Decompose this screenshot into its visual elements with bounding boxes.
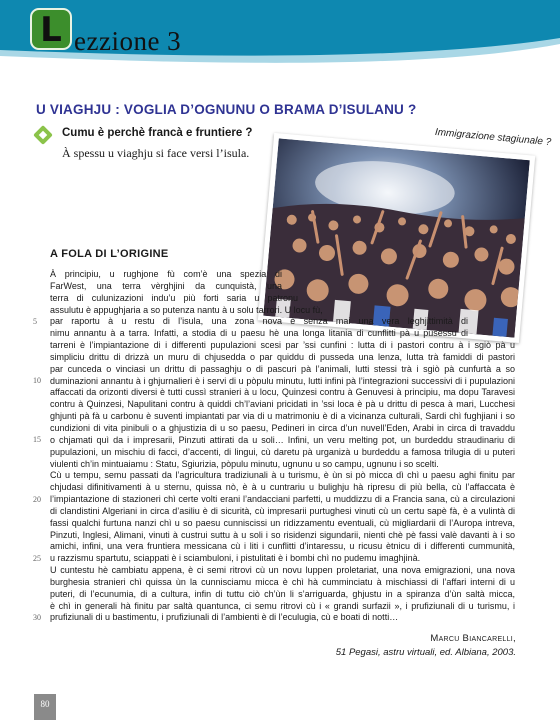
body-line: di clandistini Algeriani in circa d’asiliu è di sicurità, cù impresarii purtughesi vinuti cù un certu sapè fà, è a vulintà di [50, 505, 515, 516]
diamond-bullet-icon [33, 125, 53, 145]
body-line: U cuntestu hè cambiatu appena, è ci semi ritrovi cù un novu luppen proletariat, una nova emigrazioni, una nova [50, 565, 515, 576]
section-title: U VIAGHJU : VOGLIA D’OGNUNU O BRAMA D’ISULANU ? [36, 102, 417, 117]
line-number: 10 [33, 376, 41, 385]
intro-sentence: À spessu u viaghju si face versi l’isula. [62, 146, 250, 160]
source-citation: 51 Pegasi, astru virtuali, ed. Albiana, 2003. [335, 647, 516, 658]
line-number: 20 [33, 495, 41, 504]
body-line: contru à Quinzesi, Napulitani contru à quiddi ch’l’aviani pricidati in ’ssi loca è pà u drittu di pesca à mari, Lucchesi [50, 399, 515, 410]
body-text [50, 269, 515, 624]
body-line: tarreni è l’impiantazione di i differenti pupulazioni scesi par ’ssi cunfini : lutta di i pastori contru à i sgiò pà u [50, 340, 515, 351]
page-number: 80 [34, 694, 56, 720]
body-line: amichi, infini, una vera fruntiera messicana cù i liti i cunflitti d’intaressu, u ricusu ètnicu di i differenti cummunità, [50, 541, 515, 552]
body-line: cundizioni di vita pinibuli o a ghjustizia di u so paesu, Pedineri in circa d’un nuvell’Eden, Arabi in circa di travaddu [50, 422, 515, 433]
body-line: Cù u tempu, semu passati da l’agricultura tradiziunali à u turismu, è ùn si pò micca dì chì u paesu aghi finitu par [50, 470, 515, 481]
body-line: par cunceda o vinciasi un drittu di passaghju o di pascuri pà l’animali, lutti stessi trà i sgiò pà cunfurtà a so [50, 363, 515, 374]
body-line: chjudasi difinitivamenti à u sternu, quissa nò, è à u cuntrariu u bulighju hà ripresu di più bella, cù l’affaccata è [50, 482, 515, 493]
body-line: puteri, di l’ecunumia, di a cultura, infin di tuttu ciò ch’ùn li s’arriguarda, ghjustu in a spiranza d’ùn saltà micca, [50, 588, 515, 599]
body-line: o chjamati quì da i impresarii, Pinzuti attirati da u soli… Infini, un veru melting pot, un burdeddu straudinariu di [50, 434, 515, 445]
body-line: u razzismu spartutu, sciappati è i sciambuloni, i pistulitati è i bombi chì no pudemu imaghjinà. [50, 553, 421, 564]
line-number: 25 [33, 554, 41, 563]
line-number: 30 [33, 613, 41, 622]
lesson-title: ezzione 3 [74, 26, 182, 56]
attribution [336, 632, 516, 660]
body-line: prufiziunali di u bastimentu, i prufiziunali di l’ambienti è di l’eculugia, cù e boati di notti… [50, 612, 399, 623]
body-line: affaccati da orizonti diversi è tutti cussì stranieri à u locu, Quinzesi contru à Genuvesi à principiu, ma dopu Taravesi [50, 387, 515, 398]
body-line: terra di culunizazioni indu’u più forti saria u patronu [50, 292, 298, 303]
author-name: Marcu Biancarelli, [430, 633, 516, 644]
body-line: ghjunti pà fà u carbonu è suventi impiantati par via di u matrimoniu è di a vicinanza culturali, Sardi chì fughjiani i so [50, 411, 515, 422]
line-number: 15 [33, 435, 41, 444]
body-line: fassi qualchi furtuna nanzi chì u so paesu cunniscissi un ridizzamentu eventuali, cù migliardarii di l’Auropa intreva, [50, 517, 515, 528]
sub-heading: A FOLA DI L’ORIGINE [50, 248, 169, 260]
body-line: simpliciu drittu di drizzà un muru di chjusedda o par quiddu di pusseda una lenza, lutta trà famiddi di pastori [50, 351, 515, 362]
page-header [0, 0, 560, 68]
body-line: À principiu, u rughjone fù com’è una spezia di [50, 269, 282, 279]
guiding-question: Cumu è perchè francà e fruntiere ? [62, 127, 253, 139]
lesson-logo: L [30, 8, 72, 50]
line-number: 5 [33, 317, 37, 326]
photo-caption: Immigrazione stagiunale ? [434, 126, 552, 149]
body-line: burghesia stranieri chì quissa ùn la cunnisciamu micca è chì hà cumminciatu à mischiassi di l’affari interni di u [50, 576, 515, 587]
body-line: nimu annantu à a tarra. Infatti, a stodia di u paesu hè una longa litania di cunflitti pà u pusessu di [50, 328, 468, 339]
body-line: Pinzuti, Inglesi, Alimani, vinuti à custrui suttu à u soli i so risidenzi sigundarii, nienti chè pè fassi valè davanti à i so [50, 529, 515, 540]
body-line: duminazioni annantu à i ghjurnalieri è i servi di u pòpulu minutu, lutti infini pà l’integrazioni successivi di i pupulazioni [50, 375, 515, 386]
body-line: viulenti ch’in mintuaiamu : Statu, Sgiurizia, pòpulu minutu, ugnunu u so campu, ugnunu i so scelti. [50, 458, 439, 469]
body-line: assulutu è appughjaria a so putenza nantu à u solu tarrori. U locu fù, [50, 304, 323, 315]
body-line: pupulazioni, un mischiu di facci, d’accenti, di lingui, cù daretu pà urganizà u burdeddu a famosa trilugia di u puteri [50, 446, 515, 457]
body-line: FarWest, una terra vèrghjini da cunquistà, una [50, 280, 282, 291]
body-line: l’impiantazione di stazioneri chì certe volti erani l’andacciani parfetti, u muddizzu di a Francia sana, cù a circulazioni [50, 494, 515, 505]
body-line: par raportu à u restu di l’isula, una zona nova è senza mai una vera leghjittimità di [50, 316, 468, 327]
body-line: è chì in generali hà finitu par saltà quantunca, ci semu ritrovi cù i « grandi surfazii », i prufiziunali di u turismu, i [50, 600, 515, 611]
